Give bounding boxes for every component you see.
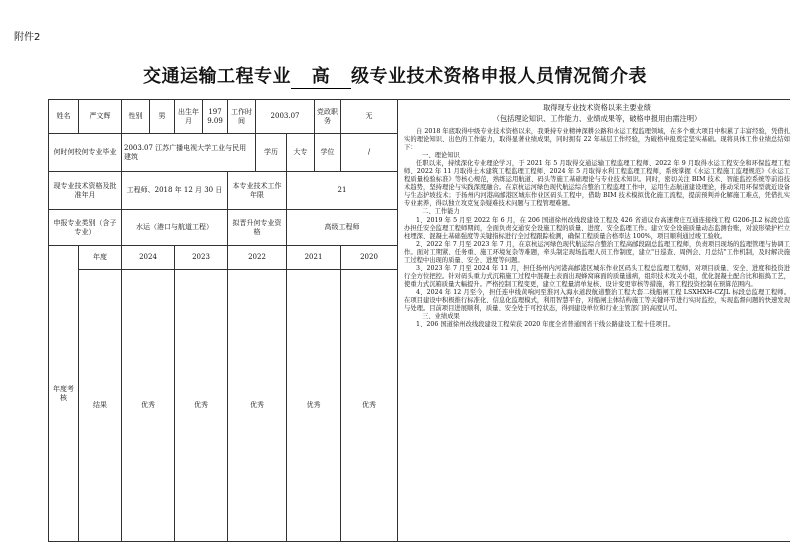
- apply-category-label: 申报专业类别（含子专业）: [49, 210, 122, 246]
- party-value: 无: [341, 100, 398, 134]
- result-2023: 优秀: [175, 270, 228, 542]
- achievements-heading-note: （包括理论知识、工作能力、业绩成果等，破格申报用由需注明）: [492, 113, 702, 123]
- achievement-paragraph: 任职以来，持续深化专业理论学习，于 2021 年 5 月取得交通运输工程监理工程师、2022 年 9 月取得水运工程安全和环保监理工程师、2022 年 11 月取得土木建筑工程监理工程师、2024 年 5 月取得水利工程监理工程师，系统掌握《水运工程施工监理规范》《水运工程质量检验标准》等核心规范，熟练运用航道、码头等施工基础理论与专业技术知识。同时，密切关注 BIM 技术、智能监控系统等前沿技术趋势，坚持理论与实践深度融合。在京杭运河绿色现代航运综合整治工程监理工作中，运用生态航道建设理论，推动采用环保型就近设备与生态护坡技术；于扬州内河港高邮港区城东作业区码头工程中，借助 BIM 技术模拟优化施工流程，提前预判并化解施工难点，凭借扎实专业素养，得以独立攻克复杂疑难技术问题与工程管理难题。: [404, 160, 790, 208]
- year-2021: 2021: [287, 246, 341, 270]
- achievement-paragraph: 1、206 国道徐州改线段建设工程荣获 2020 年度全省普通国省干线公路建设工程十佳项目。: [416, 321, 675, 329]
- apply-category-value: 水运（港口与航道工程）: [122, 210, 228, 246]
- birth-label: 出生年月: [175, 100, 203, 134]
- achievements-heading-main: 取得现专业技术资格以来主要业绩: [543, 103, 651, 112]
- party-label: 党政职务: [315, 100, 341, 134]
- achievement-paragraph: 4、2024 年 12 月至今，担任连申线黄响河至淮河入海水道段航道整治工程大套二线船闸工程 LSXHXH-CZJL 标段总监理工程师。在项目建设中积极推行标准化、信息化监理模式，利用智慧平台，对船闸主体结构施工等关键环节进行实时监控，实现监督问题的快速发现与处理。目前项目进展顺利，质量、安全处于可控状态，得到建设单位和行业主管部门的高度认可。: [404, 288, 790, 313]
- page-title: [0, 62, 790, 89]
- result-2022: 优秀: [228, 270, 287, 542]
- birth-value: 1979.09: [203, 100, 228, 134]
- result-2020: 优秀: [341, 270, 398, 542]
- achievement-paragraph: 1、2019 年 5 月至 2022 年 6 月，在 206 国道徐州改线段建设工程及 426 省道议台高速费庄互通连接线工程 G206-JL2 标段总监办担任安全监理工程师期间，全面负责交通安全设施工程的质量、进度、安全监理工作。建立安全设施质量动态监测台账，对波形梁护栏立柱埋深、混凝土基础强度等关键指标进行全过程跟踪检测，确保工程质量合格率达 100%，项目顺利通过竣工验收。: [404, 216, 790, 240]
- gender-label: 性别: [122, 100, 150, 134]
- work-time-value: 2003.07: [256, 100, 315, 134]
- work-years-label: 本专业技术工作年限: [228, 172, 287, 210]
- xuewei-value: /: [341, 134, 398, 172]
- title-suffix: 级专业技术资格申报人员情况简介表: [351, 66, 647, 87]
- section-heading-ability: 二、工作能力: [422, 208, 460, 216]
- year-2024: 2024: [122, 246, 175, 270]
- name-label: 姓名: [49, 100, 79, 134]
- qualification-label: 现专业技术资格及批准年月: [49, 172, 122, 210]
- achievement-paragraph: 自 2018 年底取得中级专业技术资格以来，我秉持专业精神深耕公路和水运工程监理领域，在多个重大项目中积累了丰富经验，凭借扎实的理论知识、出色的工作能力，取得显著业绩成果，同时拥有 22 年基层工作经验，为破格申报奠定坚实基础。现将具体工作业绩总结如下：: [404, 128, 790, 152]
- section-heading-theory: 一、理论知识: [422, 152, 460, 160]
- section-heading-results: 三、业绩成果: [422, 313, 460, 321]
- year-2020: 2020: [341, 246, 398, 270]
- year-header: 年度: [79, 246, 122, 270]
- degree-value: 大专: [287, 134, 315, 172]
- education-value: 2003.07 江苏广播电视大学工业与民用建筑: [122, 134, 256, 172]
- achievement-paragraph: 2、2022 年 7 月至 2023 年 7 月，在京杭运河绿色现代航运综合整治工程高邮段副总监理工程师，负责项目现场的监理管理与协调工作。面对工期紧、任务重、施工环境复杂等难题，牵头制定现场监理人员工作制度，建立"日巡查、周例会、月总结"工作机制，及时解决施工过程中出现的质量、安全、进度等问题。: [404, 240, 790, 264]
- degree-label: 学历: [256, 134, 287, 172]
- application-table: [48, 99, 790, 542]
- achievement-paragraph: 3、2023 年 7 月至 2024 年 11 月，担任扬州内河港高邮港区城东作业区码头工程总监理工程师，对项目质量、安全、进度和投资进行全方位把控。针对码头重力式沉箱施工过程中混凝土表面出现蜂窝麻面的质量通病，组织技术攻关小组，优化混凝土配合比和振捣工艺，使重力式沉箱质量大幅提升。严格控制工程变更，建立工程量清单复核、设计变更审核等措施，将工程投资控制在预算范围内。: [404, 264, 790, 288]
- xuewei-label: 学位: [315, 134, 341, 172]
- target-value: 高级工程师: [287, 210, 398, 246]
- target-label: 拟晋升何专业资格: [228, 210, 287, 246]
- achievements-heading: [404, 103, 790, 124]
- assessment-label: 年度考核: [49, 246, 79, 542]
- achievements-cell: [398, 100, 790, 542]
- education-label: 何时何校何专业毕业: [49, 134, 122, 172]
- year-2023: 2023: [175, 246, 228, 270]
- result-header: 结果: [79, 270, 122, 542]
- qualification-value: 工程师、2018 年 12 月 30 日: [122, 172, 228, 210]
- name-value: 严文辉: [79, 100, 122, 134]
- year-2022: 2022: [228, 246, 287, 270]
- title-level-blank: 高: [291, 62, 351, 89]
- work-time-label: 工作时间: [228, 100, 256, 134]
- result-2021: 优秀: [287, 270, 341, 542]
- gender-value: 男: [150, 100, 175, 134]
- attachment-label: 附件2: [14, 32, 41, 43]
- title-prefix: 交通运输工程专业: [143, 66, 291, 87]
- work-years-value: 21: [287, 172, 398, 210]
- result-2024: 优秀: [122, 270, 175, 542]
